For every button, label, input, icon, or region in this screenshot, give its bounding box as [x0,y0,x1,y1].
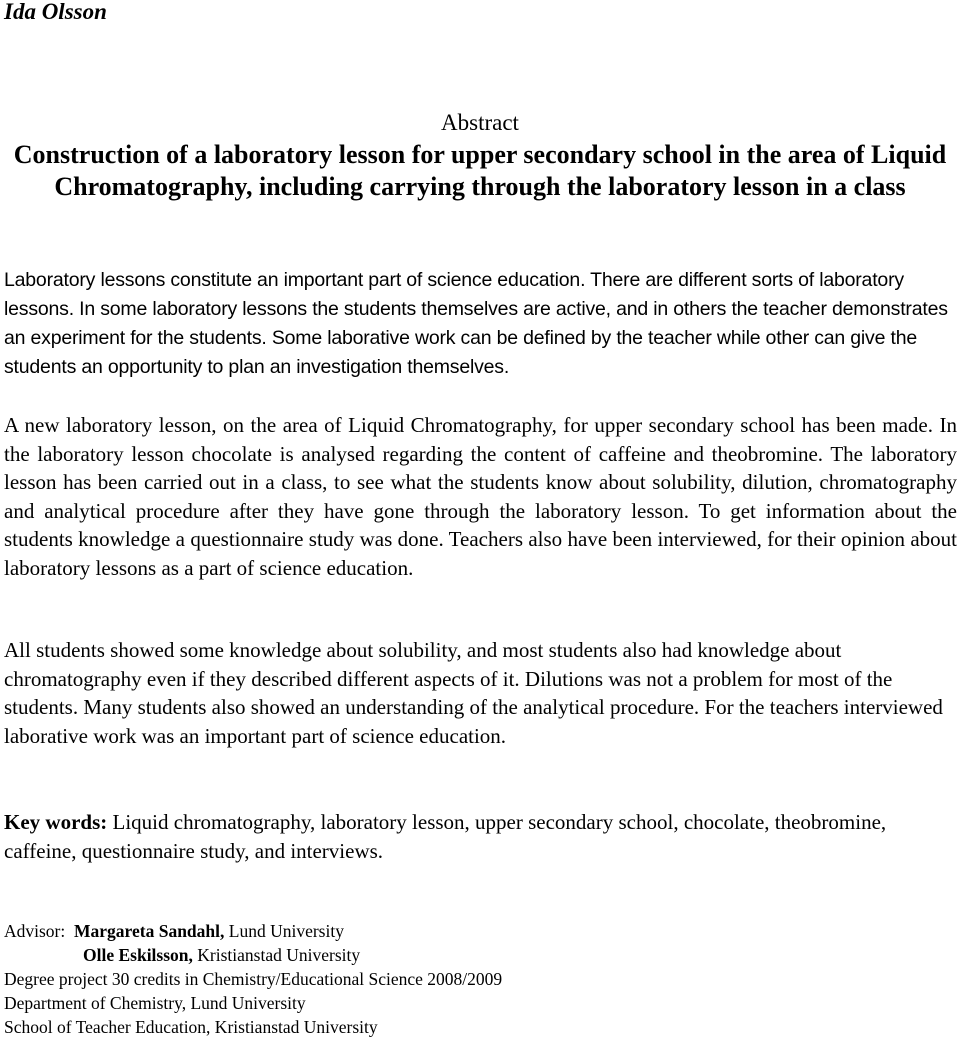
advisor-1-affiliation: Lund University [224,921,344,941]
advisor-line-2 [4,943,502,967]
keywords [4,808,957,865]
degree-line: Degree project 30 credits in Chemistry/Educational Science 2008/2009 [4,969,503,989]
abstract-paragraph-2: A new laboratory lesson, on the area of Liquid Chromatography, for upper secondary school has been made. In the laboratory lesson chocolate is analysed regarding the content of caffeine and theobromine. The laboratory lesson has been carried out in a class, to see what the students know about solubility, dilution, chromatography and analytical procedure after they have gone through the laboratory lesson. To get information about the students knowledge a questionnaire study was done. Teachers also have been interviewed, for their opinion about laboratory lessons as a part of science education. [4,413,957,580]
author-name: Ida Olsson [4,0,107,24]
advisor-line-1 [4,919,502,943]
abstract-paragraph-1: Laboratory lessons constitute an important part of science education. There are different sorts of laboratory lessons. In some laboratory lessons the students themselves are active, and in others the teacher demonstrates an experiment for the students. Some laborative work can be defined by the teacher while other can give the students an opportunity to plan an investigation themselves. [4,269,948,378]
thesis-title: Construction of a laboratory lesson for upper secondary school in the area of Liquid Chromatography, including carrying through the laboratory lesson in a class [13,140,947,201]
keywords-text: Liquid chromatography, laboratory lesson, upper secondary school, chocolate, theobromine, caffeine, questionnaire study, and interviews. [4,810,887,863]
footer-info [4,919,502,1039]
advisor-1-name: Margareta Sandahl, [74,921,225,941]
advisor-label: Advisor: [4,921,66,941]
advisor-2-affiliation: Kristianstad University [192,945,361,965]
school-line: School of Teacher Education, Kristianstad University [4,1017,378,1037]
advisor-2-name: Olle Eskilsson, [83,945,193,965]
abstract-paragraph-3: All students showed some knowledge about solubility, and most students also had knowledge about chromatography even if they described different aspects of it. Dilutions was not a problem for most of the students. Many students also showed an understanding of the analytical procedure. For the teachers interviewed laborative work was an important part of science education. [4,638,943,748]
keywords-label: Key words: [4,810,108,834]
abstract-heading: Abstract [441,110,519,135]
department-line: Department of Chemistry, Lund University [4,993,306,1013]
